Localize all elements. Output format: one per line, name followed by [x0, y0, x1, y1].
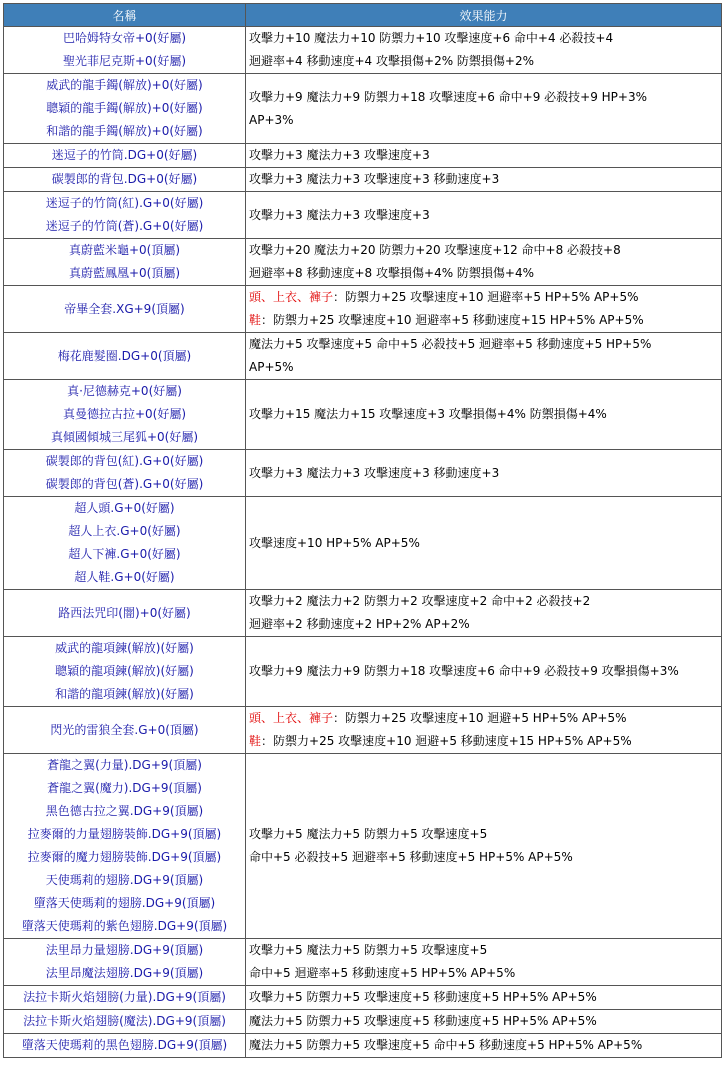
effect-line [249, 939, 721, 962]
table-row [4, 27, 722, 74]
effect-cell [246, 239, 722, 286]
table-row [4, 239, 722, 286]
item-name: 碳製郎的背包.DG+0(好屬) [51, 172, 198, 186]
effect-text: 迴避率+2 移動速度+2 HP+2% AP+2% [249, 617, 470, 631]
table-row [4, 754, 722, 939]
effect-line [249, 730, 721, 753]
table-row [4, 497, 722, 590]
effect-text: 攻擊力+10 魔法力+10 防禦力+10 攻擊速度+6 命中+4 必殺技+4 [249, 31, 614, 45]
effect-cell [246, 754, 722, 939]
item-name-cell [4, 192, 246, 239]
effect-text: 攻擊力+2 魔法力+2 防禦力+2 攻擊速度+2 命中+2 必殺技+2 [249, 594, 591, 608]
item-name-cell [4, 380, 246, 450]
item-name: 法里昂魔法翅膀.DG+9(頂屬) [45, 966, 204, 980]
item-name-cell [4, 144, 246, 168]
item-name: 法里昂力量翅膀.DG+9(頂屬) [45, 943, 204, 957]
table-row [4, 986, 722, 1010]
item-name: 閃光的雷狼全套.G+0(頂屬) [50, 722, 199, 737]
effect-line [249, 168, 721, 191]
table-row [4, 939, 722, 986]
effect-cell [246, 380, 722, 450]
item-name: 威武的龍項鍊(解放)(好屬) [55, 641, 194, 655]
item-name: 黑色德古拉之翼.DG+9(頂屬) [45, 804, 204, 818]
table-row [4, 380, 722, 450]
table-row [4, 192, 722, 239]
item-name: 超人頭.G+0(好屬) [74, 501, 175, 515]
effect-text: 攻擊力+3 魔法力+3 攻擊速度+3 [249, 148, 430, 162]
effect-line [249, 27, 721, 50]
item-name: 聰穎的龍手鐲(解放)+0(好屬) [46, 101, 203, 115]
item-name: 和諧的龍手鐲(解放)+0(好屬) [46, 124, 203, 138]
effect-cell [246, 939, 722, 986]
header-row [4, 4, 722, 27]
item-name-cell [4, 707, 246, 754]
item-name: 迷逗子的竹筒.DG+0(好屬) [51, 148, 198, 162]
item-name: 拉麥爾的力量翅膀裝飾.DG+9(頂屬) [27, 827, 222, 841]
item-name: 蒼龍之翼(魔力).DG+9(頂屬) [47, 781, 202, 795]
effect-cell [246, 168, 722, 192]
effect-line [249, 109, 721, 132]
item-name: 法拉卡斯火焰翅膀(力量).DG+9(頂屬) [23, 990, 226, 1004]
item-name: 碳製郎的背包(紅).G+0(好屬) [45, 454, 204, 468]
effect-line [249, 356, 721, 379]
table-row [4, 168, 722, 192]
item-name: 真蔚藍米龜+0(頂屬) [68, 243, 181, 257]
equipment-part-label: 鞋 [249, 313, 262, 327]
effect-line [249, 707, 721, 730]
effect-text: ：防禦力+25 攻擊速度+10 迴避率+5 HP+5% AP+5% [333, 290, 639, 304]
item-name: 迷逗子的竹筒(紅).G+0(好屬) [45, 196, 204, 210]
effect-line [249, 309, 721, 332]
table-row [4, 1034, 722, 1058]
equipment-part-label: 頭、上衣、褲子 [249, 711, 334, 725]
effect-line [249, 613, 721, 636]
table-row [4, 333, 722, 380]
effect-line [249, 962, 721, 985]
table-row [4, 590, 722, 637]
equipment-part-label: 頭、上衣、褲子 [249, 290, 334, 304]
effect-text: 魔法力+5 防禦力+5 攻擊速度+5 移動速度+5 HP+5% AP+5% [249, 1014, 597, 1028]
effect-cell [246, 497, 722, 590]
effect-text: 攻擊力+5 魔法力+5 防禦力+5 攻擊速度+5 [249, 943, 488, 957]
effect-text: 攻擊力+3 魔法力+3 攻擊速度+3 移動速度+3 [249, 172, 500, 186]
effect-text: AP+3% [249, 112, 294, 127]
table-row [4, 1010, 722, 1034]
table-row [4, 637, 722, 707]
table-row [4, 144, 722, 168]
effect-line [249, 660, 721, 683]
effect-cell [246, 986, 722, 1010]
item-name: 超人上衣.G+0(好屬) [68, 524, 181, 538]
effect-line [249, 986, 721, 1009]
table-row [4, 74, 722, 144]
item-name-cell [4, 590, 246, 637]
item-name-cell [4, 754, 246, 939]
effect-text: ：防禦力+25 攻擊速度+10 迴避率+5 移動速度+15 HP+5% AP+5% [261, 313, 644, 327]
effect-line [249, 262, 721, 285]
item-name: 超人下褲.G+0(好屬) [68, 547, 181, 561]
effect-line [249, 532, 721, 555]
item-name: 墮落天使瑪莉的紫色翅膀.DG+9(頂屬) [21, 919, 228, 933]
effect-line [249, 846, 721, 869]
effect-text: 攻擊力+9 魔法力+9 防禦力+18 攻擊速度+6 命中+9 必殺技+9 HP+3% [249, 89, 648, 104]
item-name: 墮落天使瑪莉的黑色翅膀.DG+9(頂屬) [21, 1038, 228, 1052]
item-name-cell [4, 1034, 246, 1058]
effect-text: 魔法力+5 防禦力+5 攻擊速度+5 命中+5 移動速度+5 HP+5% AP+5% [249, 1038, 643, 1052]
item-name-cell [4, 450, 246, 497]
effect-text: ：防禦力+25 攻擊速度+10 迴避+5 HP+5% AP+5% [333, 711, 627, 725]
item-name: 真曼德拉古拉+0(好屬) [62, 407, 187, 421]
effect-column-header: 效果能力 [246, 4, 722, 27]
item-name: 法拉卡斯火焰翅膀(魔法).DG+9(頂屬) [23, 1014, 226, 1028]
effect-line [249, 86, 721, 109]
item-name: 巴哈姆特女帝+0(好屬) [62, 31, 187, 45]
effect-line [249, 204, 721, 227]
item-name: 威武的龍手鐲(解放)+0(好屬) [46, 78, 203, 92]
effect-line [249, 1010, 721, 1033]
item-name-cell [4, 497, 246, 590]
item-effects-table [3, 3, 722, 1058]
effect-cell [246, 333, 722, 380]
effect-line [249, 403, 721, 426]
item-name: 帝畢全套.XG+9(頂屬) [64, 301, 185, 316]
effect-text: 攻擊力+3 魔法力+3 攻擊速度+3 移動速度+3 [249, 465, 500, 480]
item-name: 超人鞋.G+0(好屬) [74, 570, 175, 584]
effect-cell [246, 27, 722, 74]
item-name: 聖光菲尼克斯+0(好屬) [62, 54, 187, 68]
effect-cell [246, 590, 722, 637]
effect-line [249, 50, 721, 73]
effect-text: 攻擊力+3 魔法力+3 攻擊速度+3 [249, 207, 430, 222]
item-name: 天使瑪莉的翅膀.DG+9(頂屬) [45, 873, 204, 887]
effect-cell [246, 144, 722, 168]
item-name: 真蔚藍鳳凰+0(頂屬) [68, 266, 181, 280]
item-name-cell [4, 986, 246, 1010]
equipment-part-label: 鞋 [249, 734, 262, 748]
effect-text: 攻擊力+9 魔法力+9 防禦力+18 攻擊速度+6 命中+9 必殺技+9 攻擊損傷+3% [249, 664, 679, 678]
item-name-cell [4, 239, 246, 286]
item-name-cell [4, 1010, 246, 1034]
effect-text: 魔法力+5 攻擊速度+5 命中+5 必殺技+5 迴避率+5 移動速度+5 HP+5% [249, 337, 652, 351]
effect-text: 攻擊速度+10 HP+5% AP+5% [249, 535, 420, 550]
effect-line [249, 590, 721, 613]
effect-cell [246, 450, 722, 497]
item-name: 路西法咒印(闇)+0(好屬) [58, 605, 191, 620]
item-name: 蒼龍之翼(力量).DG+9(頂屬) [47, 758, 202, 772]
item-name-cell [4, 27, 246, 74]
effect-line [249, 1034, 721, 1057]
effect-line [249, 333, 721, 356]
table-row [4, 286, 722, 333]
item-name: 真傾國傾城三尾狐+0(好屬) [50, 430, 199, 444]
effect-cell [246, 707, 722, 754]
item-name-cell [4, 939, 246, 986]
effect-text: 迴避率+8 移動速度+8 攻擊損傷+4% 防禦損傷+4% [249, 266, 535, 280]
item-name: 拉麥爾的魔力翅膀裝飾.DG+9(頂屬) [27, 850, 222, 864]
item-name-cell [4, 286, 246, 333]
effect-line [249, 239, 721, 262]
item-name-cell [4, 168, 246, 192]
effect-text: 攻擊力+15 魔法力+15 攻擊速度+3 攻擊損傷+4% 防禦損傷+4% [249, 407, 607, 421]
effect-text: 迴避率+4 移動速度+4 攻擊損傷+2% 防禦損傷+2% [249, 54, 535, 68]
effect-text: 命中+5 必殺技+5 迴避率+5 移動速度+5 HP+5% AP+5% [249, 850, 573, 864]
effect-cell [246, 192, 722, 239]
item-name-cell [4, 333, 246, 380]
effect-cell [246, 1010, 722, 1034]
item-name: 和諧的龍項鍊(解放)(好屬) [55, 687, 194, 701]
effect-text: 攻擊力+5 防禦力+5 攻擊速度+5 移動速度+5 HP+5% AP+5% [249, 990, 597, 1004]
effect-line [249, 462, 721, 485]
effect-text: ：防禦力+25 攻擊速度+10 迴避+5 移動速度+15 HP+5% AP+5% [261, 734, 632, 748]
item-name-cell [4, 637, 246, 707]
effect-cell [246, 74, 722, 144]
effect-cell [246, 286, 722, 333]
effect-line [249, 144, 721, 167]
effect-text: 攻擊力+20 魔法力+20 防禦力+20 攻擊速度+12 命中+8 必殺技+8 [249, 243, 621, 257]
effect-line [249, 823, 721, 846]
item-name: 碳製郎的背包(蒼).G+0(好屬) [45, 477, 204, 491]
item-name: 墮落天使瑪莉的翅膀.DG+9(頂屬) [33, 896, 216, 910]
effect-line [249, 286, 721, 309]
effect-text: 命中+5 迴避率+5 移動速度+5 HP+5% AP+5% [249, 966, 516, 980]
table-row [4, 707, 722, 754]
item-name-cell [4, 74, 246, 144]
effect-cell [246, 637, 722, 707]
item-name: 梅花鹿髮圈.DG+0(頂屬) [57, 348, 192, 363]
name-column-header: 名稱 [4, 4, 246, 27]
effect-cell [246, 1034, 722, 1058]
item-name: 迷逗子的竹筒(蒼).G+0(好屬) [45, 219, 204, 233]
effect-text: AP+5% [249, 360, 294, 374]
effect-text: 攻擊力+5 魔法力+5 防禦力+5 攻擊速度+5 [249, 827, 488, 841]
item-name: 真·尼德赫克+0(好屬) [67, 384, 182, 398]
table-row [4, 450, 722, 497]
item-name: 聰穎的龍項鍊(解放)(好屬) [55, 664, 194, 678]
